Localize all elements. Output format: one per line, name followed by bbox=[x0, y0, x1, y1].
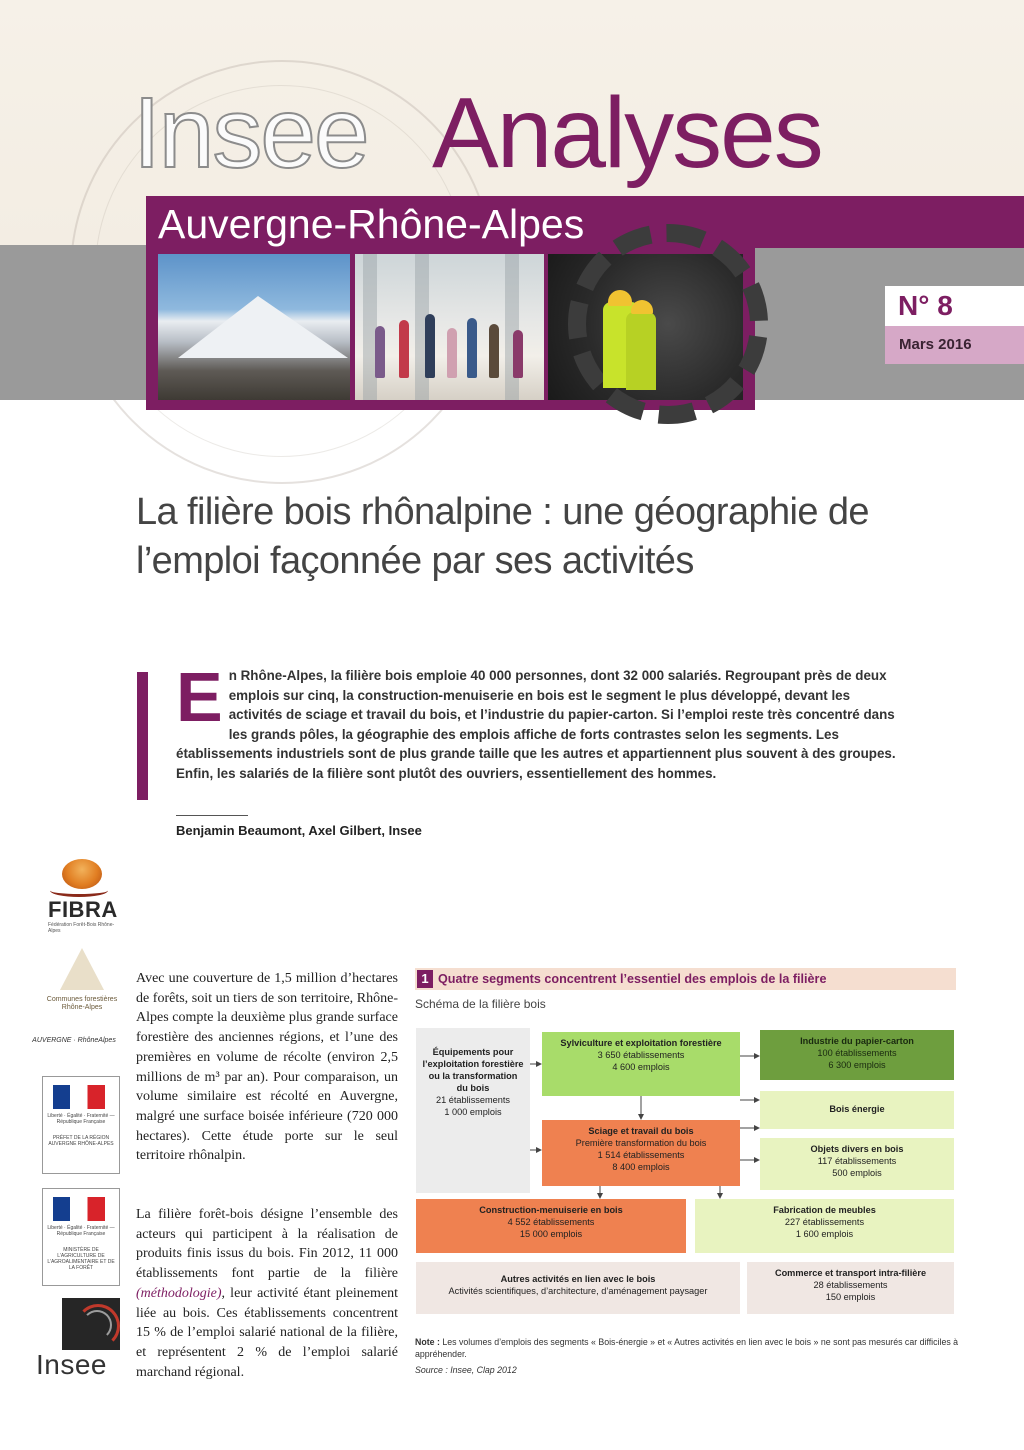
issue-number: N° 8 bbox=[898, 290, 953, 321]
communes-forestieres-tree-icon bbox=[60, 948, 104, 990]
people-walking-photo bbox=[355, 254, 544, 400]
republique-flag-icon bbox=[53, 1197, 105, 1221]
lead-paragraph bbox=[176, 658, 906, 784]
mountain-photo bbox=[158, 254, 350, 400]
figure-note: Note : Les volumes d’emplois des segments « Bois-énergie » et « Autres activités en lien avec le bois » ne sont pas mesurés car difficiles à appréhender. bbox=[415, 1337, 959, 1359]
insee-logo-icon bbox=[62, 1298, 120, 1350]
brand-analyses-wordmark: Analyses bbox=[432, 77, 822, 189]
figure-source: Source : Insee, Clap 2012 bbox=[415, 1365, 517, 1375]
issue-date: Mars 2016 bbox=[899, 336, 972, 353]
box-bois-energie: Bois énergie bbox=[760, 1091, 954, 1129]
figure-subtitle: Schéma de la filière bois bbox=[415, 997, 546, 1011]
body-paragraph-1: Avec une couverture de 1,5 million d’hectares de forêts, soit un tiers de son territoire, Rhône-Alpes compte la deuxième plus grande surface forestière des anciennes régions, et l’une des premières en volume de récolte (environ 2,5 millions de m³ par an). Pour comparaison, un volume similaire est récolté en Auvergne, malgré une surface boisée inférieure (720 000 hectares). Cette étude porte sur le seul territoire rhônalpin. bbox=[136, 971, 398, 1164]
lead-dropcap: E bbox=[176, 658, 223, 736]
region-title: Auvergne-Rhône-Alpes bbox=[158, 201, 585, 247]
fibra-swoosh-icon bbox=[50, 884, 108, 897]
box-fabrication-meubles: Fabrication de meubles 227 établissements 1 600 emplois bbox=[695, 1199, 954, 1253]
box-construction-menuiserie: Construction-menuiserie en bois 4 552 établissements 15 000 emplois bbox=[416, 1199, 686, 1253]
box-autres-activites: Autres activités en lien avec le bois Activités scientifiques, d’architecture, d’aménagement paysager bbox=[416, 1262, 740, 1314]
body-paragraph-2: La filière forêt-bois désigne l’ensemble des acteurs qui participent à la réalisation de produits finis issus du bois. Fin 2012, 11 000 établissements font partie de la filière (méthodologie), leur activité étant pleinement liée au bois. Ces établissements concentrent 15 % de l’emploi salarié national de la filière, et représentent 2 % de l’emploi salarié marchand régional. bbox=[136, 1207, 398, 1380]
author-divider bbox=[176, 815, 248, 816]
prefet-region-logo: Liberté · Égalité · Fraternité — République Française PRÉFET DE LA RÉGION AUVERGNE RHÔNE-ALPES bbox=[42, 1076, 120, 1174]
box-commerce-transport: Commerce et transport intra-filière 28 établissements 150 emplois bbox=[747, 1262, 954, 1314]
box-sylviculture: Sylviculture et exploitation forestière 3 650 établissements 4 600 emplois bbox=[542, 1032, 740, 1096]
fibra-logo: FIBRA bbox=[48, 897, 118, 922]
figure-number: 1 bbox=[417, 970, 433, 988]
republique-flag-icon bbox=[53, 1085, 105, 1109]
lead-text: n Rhône-Alpes, la filière bois emploie 40 000 personnes, dont 32 000 salariés. Regroupant près de deux emplois sur cinq, la construction-menuiserie en bois est le segment le plus développé, devant les activités de sciage et travail du bois, et l’industrie du papier-carton. Si l’emploi reste très concentré dans les grands pôles, la géographie des emplois affiche de forts contrastes selon les segments. Les établissements industriels sont de plus grande taille que les autres et appartiennent plus souvent à des groupes. Enfin, les salariés de la filière sont plutôt des ouvriers, essentiellement des hommes. bbox=[176, 668, 896, 781]
brand-insee-wordmark: Insee bbox=[133, 77, 368, 189]
ministere-agriculture-logo: Liberté · Égalité · Fraternité — République Française MINISTÈRE DE L’AGRICULTURE DE L’AGROALIMENTAIRE ET DE LA FORÊT bbox=[42, 1188, 120, 1286]
box-papier-carton: Industrie du papier-carton 100 établissements 6 300 emplois bbox=[760, 1030, 954, 1080]
article-title: La filière bois rhônalpine : une géographie de l’emploi façonnée par ses activités bbox=[136, 491, 869, 582]
authors: Benjamin Beaumont, Axel Gilbert, Insee bbox=[176, 823, 422, 838]
box-equipements: Équipements pour l’exploitation forestière ou la transformation du bois 21 établissements 1 000 emplois bbox=[416, 1028, 530, 1193]
insee-logo-text: Insee bbox=[36, 1349, 107, 1380]
communes-forestieres-logo: Communes forestières Rhône-Alpes bbox=[46, 996, 118, 1011]
tyre-workers-photo bbox=[548, 254, 743, 400]
fibra-tagline: Fédération Forêt-Bois Rhône-Alpes bbox=[48, 922, 115, 934]
box-sciage: Sciage et travail du bois Première transformation du bois 1 514 établissements 8 400 emplois bbox=[542, 1120, 740, 1186]
auvergne-rhonealpes-logo: AUVERGNE · RhôneAlpes bbox=[32, 1037, 116, 1044]
lead-accent-bar bbox=[137, 672, 148, 800]
box-objets-divers: Objets divers en bois 117 établissements 500 emplois bbox=[760, 1138, 954, 1190]
figure-title: Quatre segments concentrent l’essentiel des emplois de la filière bbox=[438, 972, 827, 986]
methodologie-link[interactable]: (méthodologie) bbox=[136, 1285, 222, 1301]
